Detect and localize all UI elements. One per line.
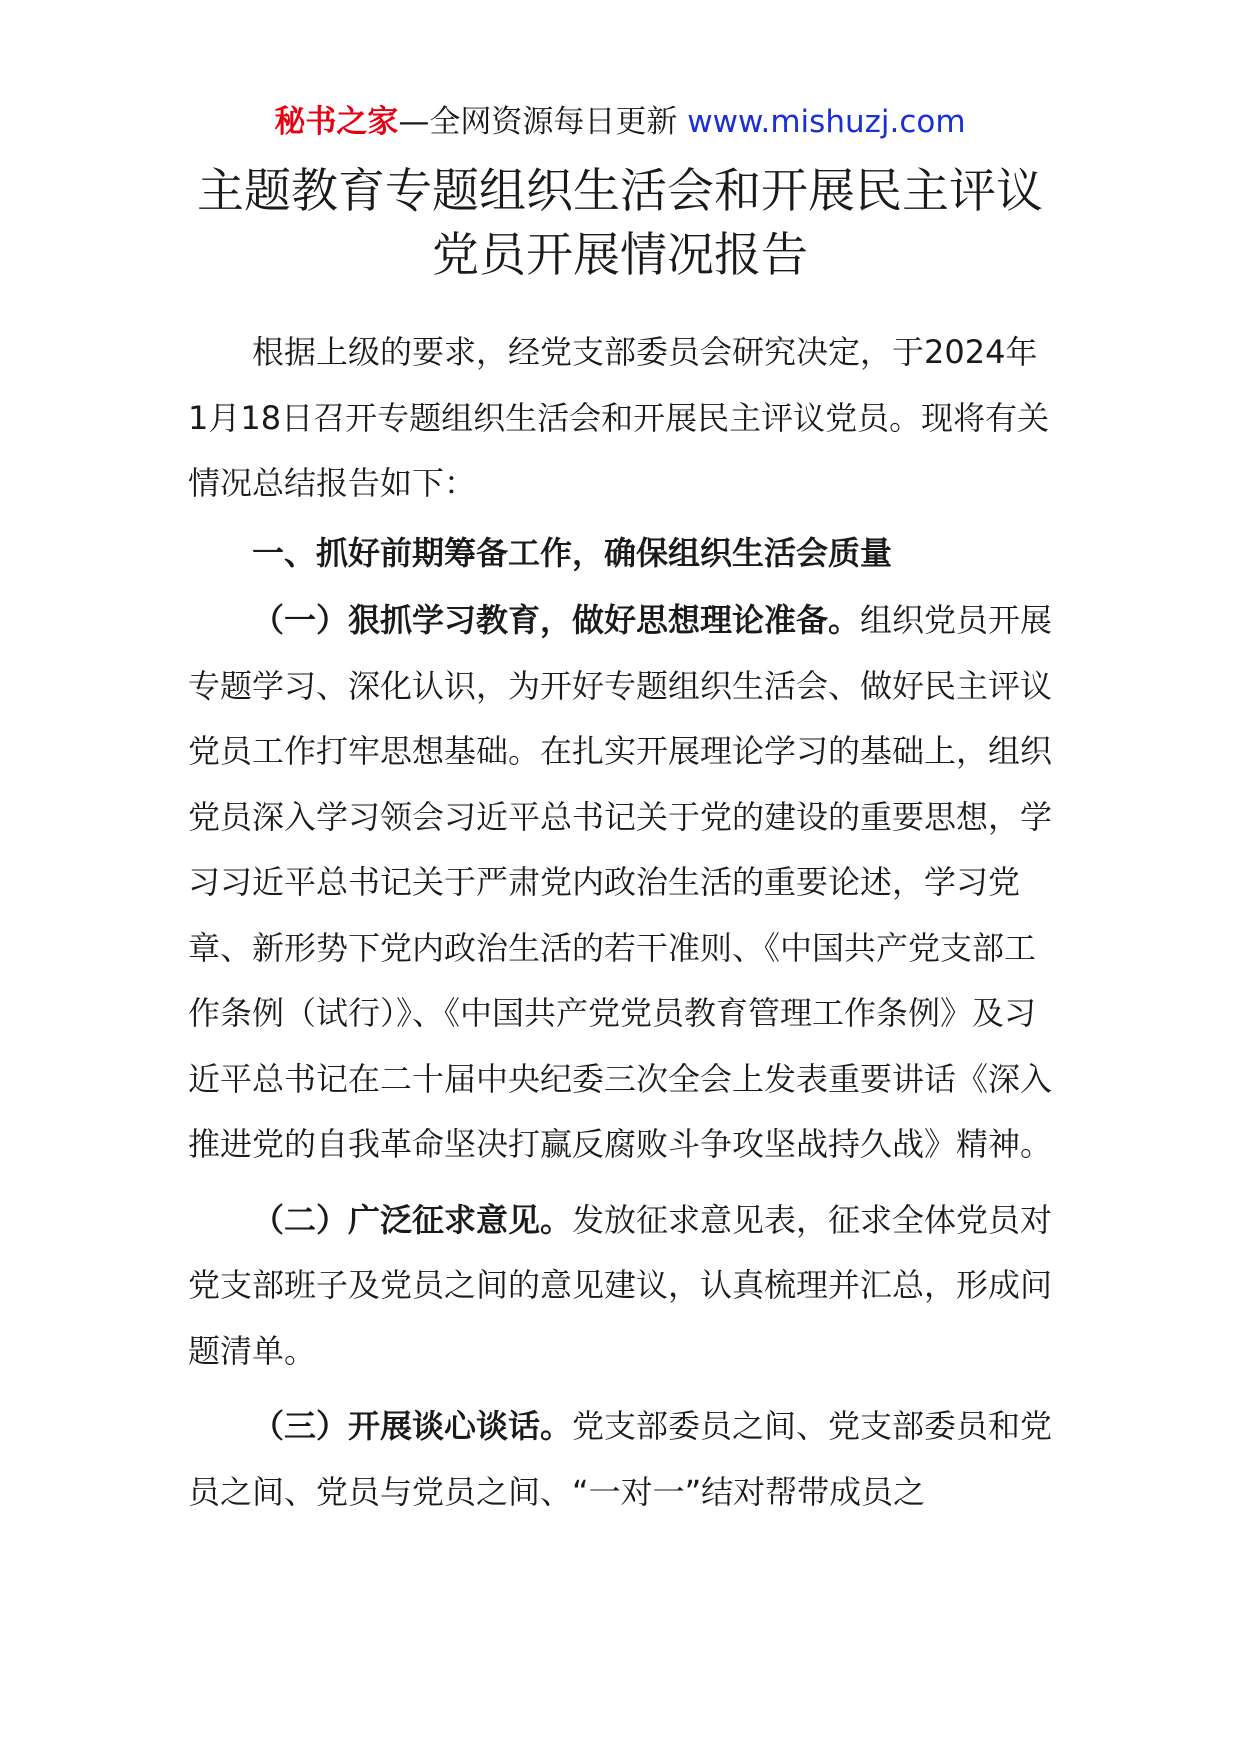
item-3-text: 党支部委员之间、党支部委员和党员之间、党员与党员之间、“一对一”结对帮带成员之: [188, 1407, 1053, 1511]
title-line-2: 党员开展情况报告: [432, 228, 808, 283]
document-body: [188, 320, 1054, 1525]
title-line-1: 主题教育专题组织生活会和开展民主评议: [197, 164, 1043, 219]
item-1-paragraph: [188, 588, 1054, 1178]
item-3-paragraph: [188, 1394, 1054, 1525]
section-1-heading: 一、抓好前期筹备工作，确保组织生活会质量: [252, 533, 893, 572]
item-1-label: （一）狠抓学习教育，做好思想理论准备。: [252, 601, 861, 639]
header-slogan: —全网资源每日更新: [398, 104, 688, 140]
intro-paragraph: 根据上级的要求，经党支部委员会研究决定，于2024年1月18日召开专题组织生活会和开展民主评议党员。现将有关情况总结报告如下：: [188, 333, 1050, 502]
document-title: [0, 160, 1240, 288]
item-1-text: 组织党员开展专题学习、深化认识，为开好专题组织生活会、做好民主评议党员工作打牢思想基础。在扎实开展理论学习的基础上，组织党员深入学习领会习近平总书记关于党的建设的重要思想，学习习近平总书记关于严肃党内政治生活的重要论述，学习党章、新形势下党内政治生活的若干准则、《中国共产党支部工作条例（试行）》、《中国共产党党员教育管理工作条例》及习近平总书记在二十届中央纪委三次全会上发表重要讲话《深入推进党的自我革命坚决打赢反腐败斗争攻坚战持久战》精神。: [188, 601, 1053, 1163]
site-url-link[interactable]: www.mishuzj.com: [687, 104, 966, 140]
brand-name: 秘书之家: [274, 104, 399, 140]
item-2-paragraph: [188, 1188, 1054, 1385]
item-2-label: （二）广泛征求意见。: [252, 1200, 573, 1239]
item-2-text: 发放征求意见表，征求全体党员对党支部班子及党员之间的意见建议，认真梳理并汇总，形成问题清单。: [188, 1200, 1053, 1370]
site-header: [0, 100, 1240, 144]
item-3-label: （三）开展谈心谈话。: [252, 1407, 573, 1445]
